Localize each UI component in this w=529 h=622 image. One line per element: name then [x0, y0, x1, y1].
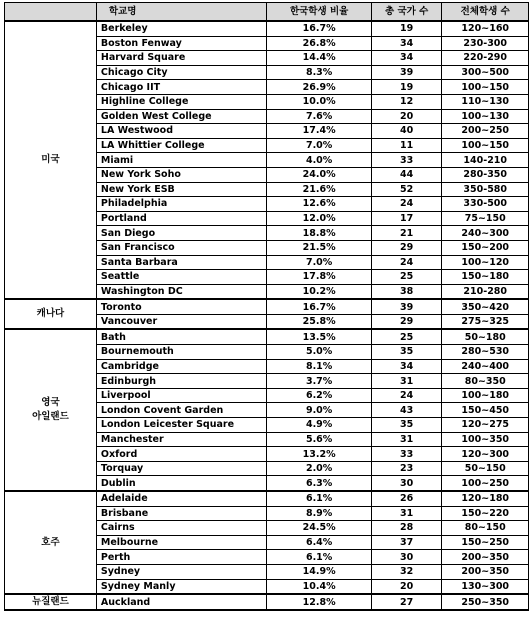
cell-school: Portland [96, 211, 267, 226]
cell-school: Sydney [96, 564, 267, 579]
cell-total-students: 280-350 [442, 167, 529, 182]
cell-school: Perth [96, 550, 267, 565]
cell-korean-ratio: 26.8% [267, 36, 371, 51]
cell-korean-ratio: 25.8% [267, 314, 371, 329]
cell-country-count: 35 [371, 418, 442, 433]
cell-country-count: 29 [371, 314, 442, 329]
cell-total-students: 150~180 [442, 270, 529, 285]
cell-total-students: 100~180 [442, 388, 529, 403]
cell-school: Auckland [96, 594, 267, 610]
cell-korean-ratio: 6.2% [267, 388, 371, 403]
school-stats-table [4, 2, 529, 611]
cell-total-students: 230-300 [442, 36, 529, 51]
cell-korean-ratio: 16.7% [267, 21, 371, 36]
cell-korean-ratio: 21.5% [267, 240, 371, 255]
cell-school: Sydney Manly [96, 579, 267, 594]
cell-school: San Francisco [96, 240, 267, 255]
cell-total-students: 350-580 [442, 182, 529, 197]
cell-school: Melbourne [96, 535, 267, 550]
cell-school: Cairns [96, 521, 267, 536]
cell-korean-ratio: 12.6% [267, 197, 371, 212]
cell-country-count: 37 [371, 535, 442, 550]
cell-total-students: 100~120 [442, 255, 529, 270]
cell-korean-ratio: 6.1% [267, 491, 371, 506]
cell-school: Vancouver [96, 314, 267, 329]
table-body [5, 21, 529, 610]
cell-country-count: 34 [371, 51, 442, 66]
cell-korean-ratio: 13.5% [267, 329, 371, 344]
header-school: 학교명 [96, 3, 267, 22]
cell-school: Golden West College [96, 109, 267, 124]
cell-school: Highline College [96, 94, 267, 109]
cell-total-students: 100~150 [442, 138, 529, 153]
cell-country-count: 40 [371, 124, 442, 139]
cell-total-students: 150~200 [442, 240, 529, 255]
cell-total-students: 80~350 [442, 374, 529, 389]
cell-country-count: 34 [371, 36, 442, 51]
cell-country-count: 17 [371, 211, 442, 226]
cell-country-count: 32 [371, 564, 442, 579]
cell-country-count: 43 [371, 403, 442, 418]
cell-school: London Leicester Square [96, 418, 267, 433]
cell-total-students: 150~220 [442, 506, 529, 521]
cell-korean-ratio: 2.0% [267, 461, 371, 476]
cell-total-students: 100~130 [442, 109, 529, 124]
region-cell: 미국 [5, 21, 97, 299]
header-row [5, 3, 529, 22]
cell-korean-ratio: 7.0% [267, 255, 371, 270]
cell-school: Washington DC [96, 284, 267, 299]
cell-korean-ratio: 5.0% [267, 345, 371, 360]
cell-country-count: 19 [371, 80, 442, 95]
cell-country-count: 52 [371, 182, 442, 197]
cell-total-students: 120~275 [442, 418, 529, 433]
cell-school: Dublin [96, 476, 267, 491]
cell-total-students: 120~180 [442, 491, 529, 506]
cell-korean-ratio: 7.6% [267, 109, 371, 124]
cell-school: Boston Fenway [96, 36, 267, 51]
cell-country-count: 20 [371, 579, 442, 594]
cell-school: New York ESB [96, 182, 267, 197]
cell-country-count: 26 [371, 491, 442, 506]
cell-total-students: 220-290 [442, 51, 529, 66]
cell-school: Chicago City [96, 65, 267, 80]
region-cell: 캐나다 [5, 299, 97, 329]
cell-total-students: 100~150 [442, 80, 529, 95]
cell-country-count: 29 [371, 240, 442, 255]
table-row [5, 594, 529, 610]
cell-school: Torquay [96, 461, 267, 476]
cell-country-count: 31 [371, 432, 442, 447]
cell-school: Miami [96, 153, 267, 168]
cell-total-students: 50~150 [442, 461, 529, 476]
cell-country-count: 24 [371, 388, 442, 403]
cell-total-students: 300~500 [442, 65, 529, 80]
cell-school: Liverpool [96, 388, 267, 403]
cell-school: Oxford [96, 447, 267, 462]
cell-korean-ratio: 14.4% [267, 51, 371, 66]
cell-country-count: 28 [371, 521, 442, 536]
cell-total-students: 200~350 [442, 550, 529, 565]
cell-country-count: 24 [371, 197, 442, 212]
cell-school: Harvard Square [96, 51, 267, 66]
cell-school: Brisbane [96, 506, 267, 521]
cell-school: Manchester [96, 432, 267, 447]
cell-country-count: 39 [371, 65, 442, 80]
cell-korean-ratio: 8.9% [267, 506, 371, 521]
cell-country-count: 11 [371, 138, 442, 153]
cell-country-count: 33 [371, 447, 442, 462]
table-row [5, 21, 529, 36]
region-cell: 영국 아일랜드 [5, 329, 97, 491]
cell-total-students: 50~180 [442, 329, 529, 344]
header-country-count: 총 국가 수 [371, 3, 442, 22]
cell-total-students: 210-280 [442, 284, 529, 299]
cell-country-count: 21 [371, 226, 442, 241]
cell-total-students: 250~350 [442, 594, 529, 610]
cell-korean-ratio: 8.3% [267, 65, 371, 80]
cell-total-students: 280~530 [442, 345, 529, 360]
cell-total-students: 75~150 [442, 211, 529, 226]
cell-korean-ratio: 6.1% [267, 550, 371, 565]
cell-korean-ratio: 6.3% [267, 476, 371, 491]
cell-school: Berkeley [96, 21, 267, 36]
cell-country-count: 25 [371, 329, 442, 344]
cell-country-count: 44 [371, 167, 442, 182]
cell-total-students: 110~130 [442, 94, 529, 109]
cell-total-students: 130~300 [442, 579, 529, 594]
header-korean-ratio: 한국학생 비율 [267, 3, 371, 22]
cell-country-count: 33 [371, 153, 442, 168]
cell-country-count: 35 [371, 345, 442, 360]
table-row [5, 299, 529, 314]
cell-korean-ratio: 6.4% [267, 535, 371, 550]
cell-korean-ratio: 17.4% [267, 124, 371, 139]
cell-school: Adelaide [96, 491, 267, 506]
cell-country-count: 27 [371, 594, 442, 610]
region-cell: 호주 [5, 491, 97, 594]
cell-school: Toronto [96, 299, 267, 314]
cell-total-students: 120~300 [442, 447, 529, 462]
cell-school: Seattle [96, 270, 267, 285]
cell-country-count: 24 [371, 255, 442, 270]
cell-korean-ratio: 16.7% [267, 299, 371, 314]
cell-korean-ratio: 13.2% [267, 447, 371, 462]
cell-country-count: 38 [371, 284, 442, 299]
cell-total-students: 150~450 [442, 403, 529, 418]
cell-school: London Covent Garden [96, 403, 267, 418]
cell-korean-ratio: 10.4% [267, 579, 371, 594]
cell-country-count: 25 [371, 270, 442, 285]
cell-country-count: 34 [371, 359, 442, 374]
cell-korean-ratio: 12.8% [267, 594, 371, 610]
cell-country-count: 23 [371, 461, 442, 476]
cell-school: Edinburgh [96, 374, 267, 389]
cell-school: LA Westwood [96, 124, 267, 139]
cell-school: San Diego [96, 226, 267, 241]
cell-total-students: 275~325 [442, 314, 529, 329]
cell-korean-ratio: 10.0% [267, 94, 371, 109]
cell-total-students: 330-500 [442, 197, 529, 212]
cell-school: Philadelphia [96, 197, 267, 212]
school-stats-table-wrapper [4, 2, 529, 611]
cell-school: Santa Barbara [96, 255, 267, 270]
cell-country-count: 20 [371, 109, 442, 124]
cell-korean-ratio: 24.0% [267, 167, 371, 182]
cell-total-students: 200~350 [442, 564, 529, 579]
cell-korean-ratio: 5.6% [267, 432, 371, 447]
cell-country-count: 30 [371, 550, 442, 565]
table-row [5, 329, 529, 344]
cell-korean-ratio: 4.0% [267, 153, 371, 168]
cell-korean-ratio: 8.1% [267, 359, 371, 374]
cell-korean-ratio: 14.9% [267, 564, 371, 579]
cell-country-count: 31 [371, 506, 442, 521]
cell-country-count: 12 [371, 94, 442, 109]
cell-school: LA Whittier College [96, 138, 267, 153]
cell-korean-ratio: 3.7% [267, 374, 371, 389]
cell-school: Bath [96, 329, 267, 344]
cell-total-students: 80~150 [442, 521, 529, 536]
cell-total-students: 120~160 [442, 21, 529, 36]
cell-korean-ratio: 17.8% [267, 270, 371, 285]
cell-korean-ratio: 21.6% [267, 182, 371, 197]
cell-total-students: 140-210 [442, 153, 529, 168]
cell-korean-ratio: 12.0% [267, 211, 371, 226]
cell-country-count: 19 [371, 21, 442, 36]
cell-korean-ratio: 26.9% [267, 80, 371, 95]
cell-school: Bournemouth [96, 345, 267, 360]
cell-korean-ratio: 10.2% [267, 284, 371, 299]
cell-school: Chicago IIT [96, 80, 267, 95]
table-row [5, 491, 529, 506]
cell-total-students: 200~250 [442, 124, 529, 139]
header-region [5, 3, 97, 22]
cell-korean-ratio: 18.8% [267, 226, 371, 241]
cell-korean-ratio: 7.0% [267, 138, 371, 153]
cell-korean-ratio: 9.0% [267, 403, 371, 418]
cell-total-students: 150~250 [442, 535, 529, 550]
header-total-students: 전체학생 수 [442, 3, 529, 22]
cell-school: Cambridge [96, 359, 267, 374]
cell-total-students: 240~400 [442, 359, 529, 374]
cell-total-students: 240~300 [442, 226, 529, 241]
cell-total-students: 100~350 [442, 432, 529, 447]
region-cell: 뉴질랜드 [5, 594, 97, 610]
cell-country-count: 39 [371, 299, 442, 314]
cell-school: New York Soho [96, 167, 267, 182]
cell-total-students: 350~420 [442, 299, 529, 314]
cell-country-count: 30 [371, 476, 442, 491]
cell-total-students: 100~250 [442, 476, 529, 491]
cell-korean-ratio: 4.9% [267, 418, 371, 433]
cell-korean-ratio: 24.5% [267, 521, 371, 536]
cell-country-count: 31 [371, 374, 442, 389]
